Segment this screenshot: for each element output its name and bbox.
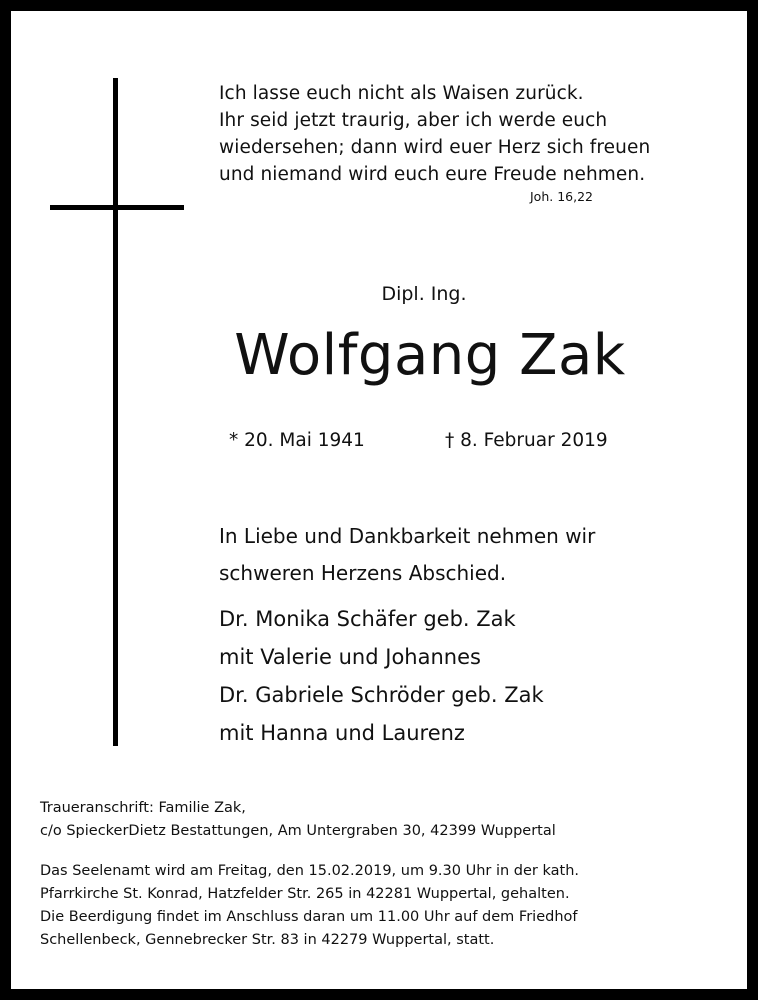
birth-date: * 20. Mai 1941 xyxy=(229,430,365,451)
address-line: Traueranschrift: Familie Zak, xyxy=(40,800,246,816)
family-member-line: Dr. Gabriele Schröder geb. Zak xyxy=(219,683,544,707)
family-member-line: mit Valerie und Johannes xyxy=(219,645,481,669)
family-list xyxy=(219,600,719,752)
quote-line: Ich lasse euch nicht als Waisen zurück. xyxy=(219,83,584,104)
quote-line: und niemand wird euch eure Freude nehmen. xyxy=(219,164,646,185)
cross-icon-vertical-bar xyxy=(113,78,118,746)
family-member-line: mit Hanna und Laurenz xyxy=(219,721,465,745)
deceased-name: Wolfgang Zak xyxy=(234,323,626,388)
academic-title: Dipl. Ing. xyxy=(381,283,467,305)
service-info xyxy=(40,860,720,952)
quote-reference: Joh. 16,22 xyxy=(530,189,593,204)
bible-quote xyxy=(219,80,719,188)
quote-line: Ihr seid jetzt traurig, aber ich werde euch xyxy=(219,110,608,131)
mourning-address xyxy=(40,797,720,843)
farewell-message xyxy=(219,518,719,592)
quote-line: wiedersehen; dann wird euer Herz sich freuen xyxy=(219,137,651,158)
service-line: Die Beerdigung findet im Anschluss daran um 11.00 Uhr auf dem Friedhof xyxy=(40,909,578,925)
message-line: In Liebe und Dankbarkeit nehmen wir xyxy=(219,524,596,548)
cross-icon-horizontal-bar xyxy=(50,205,184,210)
death-date: † 8. Februar 2019 xyxy=(445,430,608,451)
family-member-line: Dr. Monika Schäfer geb. Zak xyxy=(219,607,516,631)
address-line: c/o SpieckerDietz Bestattungen, Am Untergraben 30, 42399 Wuppertal xyxy=(40,823,556,839)
service-line: Pfarrkirche St. Konrad, Hatzfelder Str. 265 in 42281 Wuppertal, gehalten. xyxy=(40,886,570,902)
message-line: schweren Herzens Abschied. xyxy=(219,561,507,585)
service-line: Das Seelenamt wird am Freitag, den 15.02.2019, um 9.30 Uhr in der kath. xyxy=(40,863,579,879)
service-line: Schellenbeck, Gennebrecker Str. 83 in 42279 Wuppertal, statt. xyxy=(40,932,495,948)
